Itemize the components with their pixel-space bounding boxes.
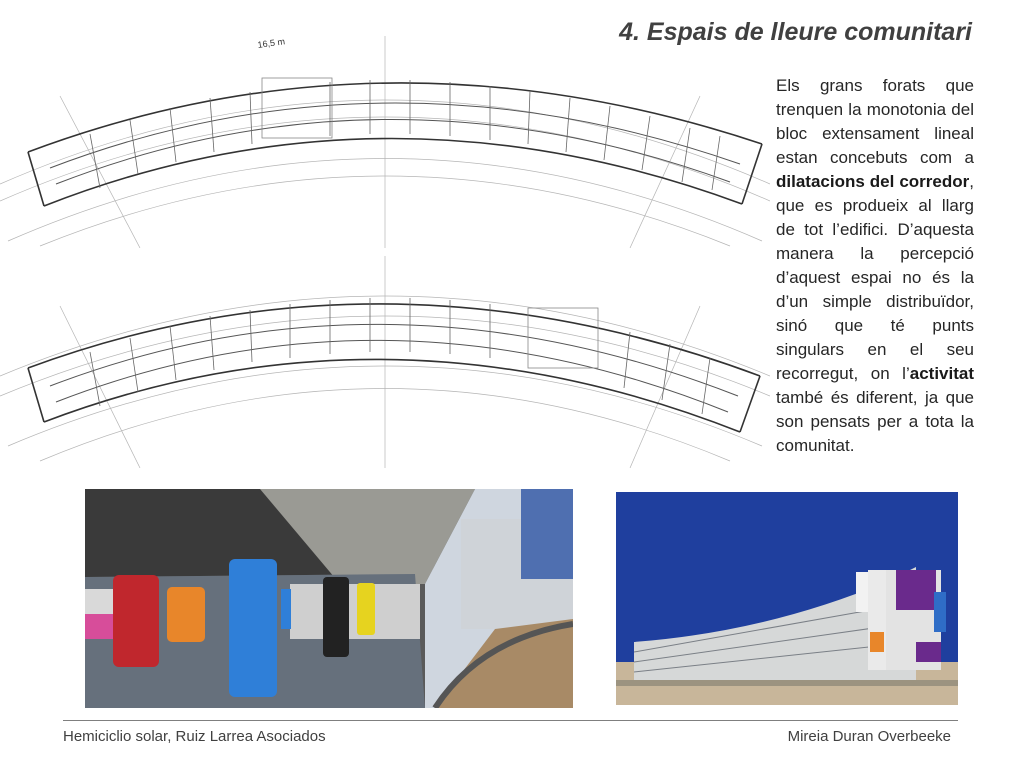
paragraph-run: també és diferent, ja que son pensats per a tota la comunitat.	[776, 388, 974, 455]
body-paragraph	[776, 74, 974, 458]
paragraph-run: Els grans forats que trenquen la monotonia del bloc extensament lineal estan concebuts com a	[776, 76, 974, 167]
paragraph-bold-run: activitat	[909, 364, 974, 383]
paragraph-bold-run: dilatacions del corredor	[776, 172, 970, 191]
footer-divider	[63, 720, 958, 721]
paragraph-run: , que es produeix al llarg de tot l’edifici. D’aquesta manera la percepció d’aquest espai no és la d’un simple distribuïdor, sinó que té punts singulars en el seu recorregut, on l’	[776, 172, 974, 383]
slide-title: 4. Espais de lleure comunitari	[619, 18, 972, 46]
footer-author: Mireia Duran Overbeeke	[787, 728, 951, 745]
floor-plan-bottom	[0, 256, 770, 468]
floor-plan-top	[0, 36, 770, 248]
exterior-photo	[616, 492, 958, 705]
dimension-label: 16,5 m	[256, 36, 286, 50]
footer-project: Hemiciclio solar, Ruiz Larrea Asociados	[63, 728, 326, 745]
interior-photo	[85, 489, 573, 708]
